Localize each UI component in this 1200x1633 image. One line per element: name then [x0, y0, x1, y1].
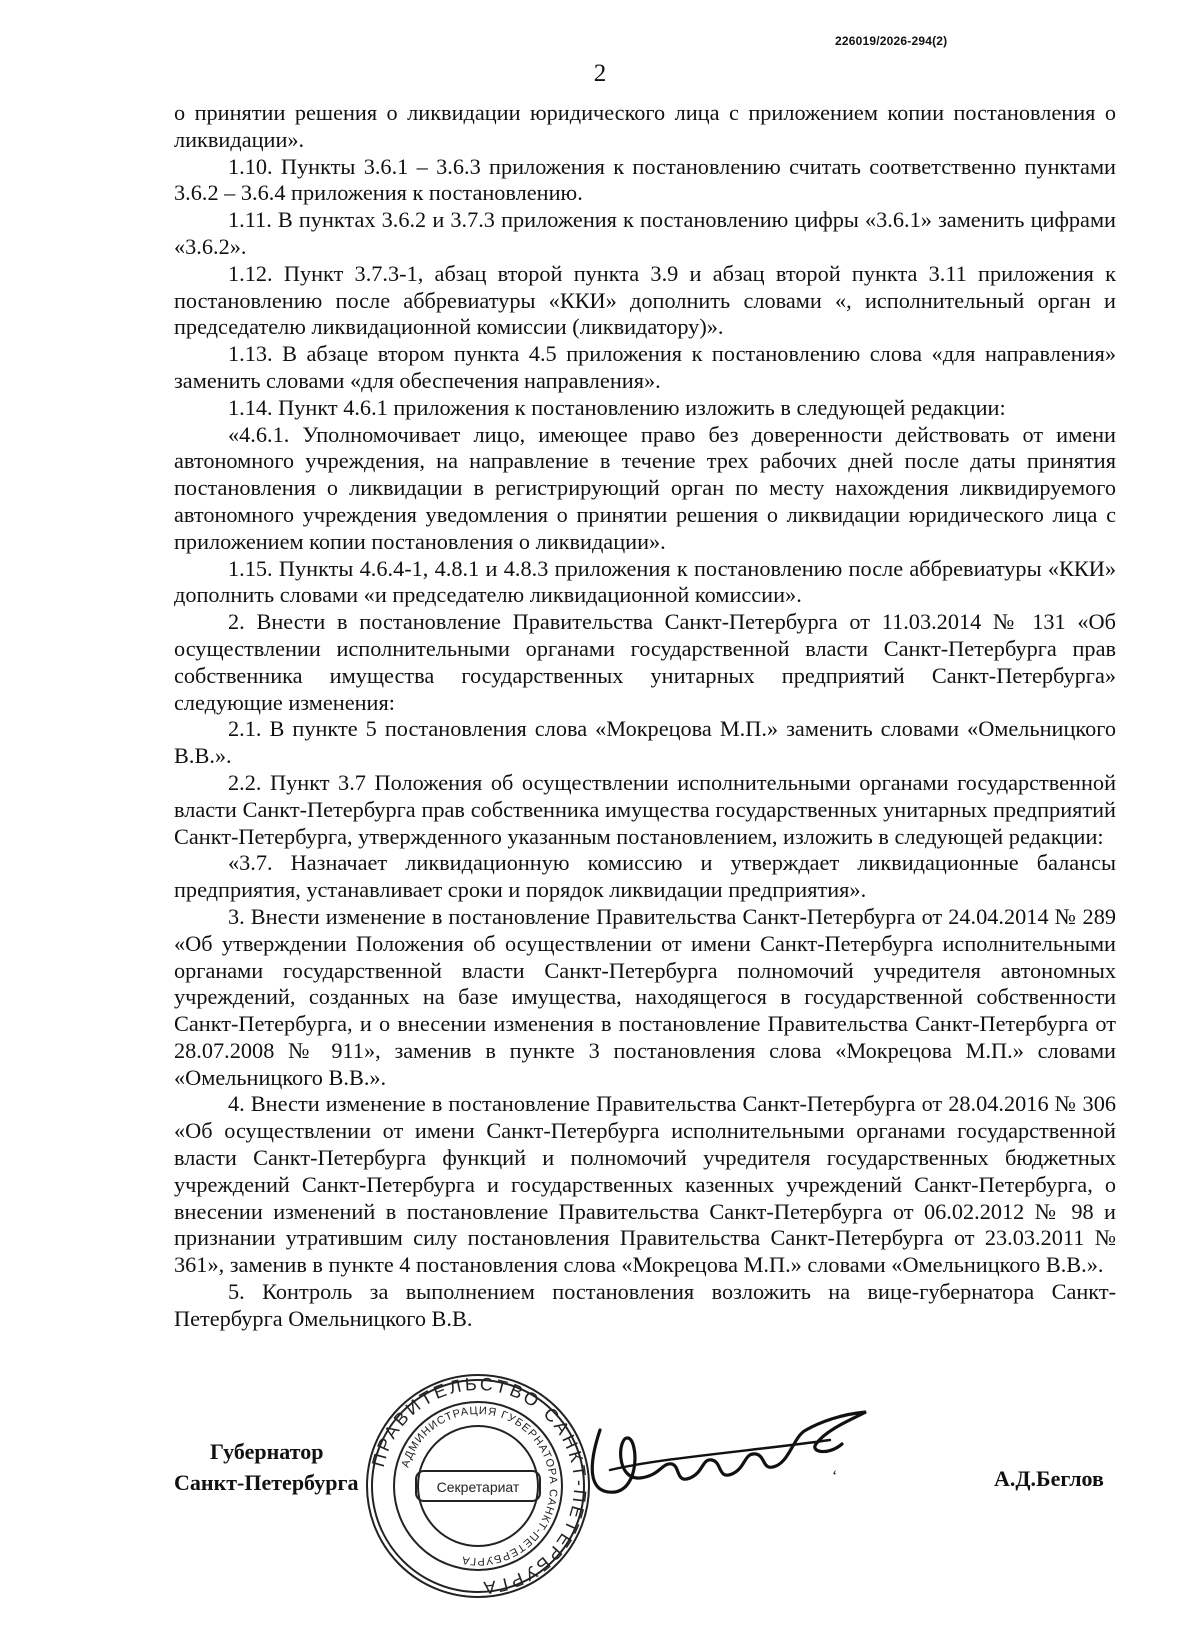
- signer-name: А.Д.Беглов: [994, 1466, 1104, 1491]
- document-body: [174, 100, 1116, 1333]
- paragraph-1-14: 1.14. Пункт 4.6.1 приложения к постановлению изложить в следующей редакции:: [228, 394, 1006, 420]
- paragraph-2-1: 2.1. В пункте 5 постановления слова «Мокрецова М.П.» заменить словами «Омельницкого В.В.».: [174, 716, 1116, 769]
- handwritten-signature: [580, 1400, 880, 1510]
- position-title: Губернатор: [210, 1439, 324, 1464]
- document-number: 226019/2026-294(2): [835, 34, 948, 48]
- seal-outer-text: ПРАВИТЕЛЬСТВО САНКТ-ПЕТЕРБУРГА: [367, 1373, 591, 1599]
- paragraph-1-12: 1.12. Пункт 3.7.3-1, абзац второй пункта 3.9 и абзац второй пункта 3.11 приложения к постановлению после аббревиатуры «ККИ» дополнить словами «, исполнительный орган и председателю ликвидационной комиссии (ликвидатору)».: [174, 260, 1116, 340]
- paragraph-1-11: 1.11. В пунктах 3.6.2 и 3.7.3 приложения к постановлению цифры «3.6.1» заменить цифрами «3.6.2».: [174, 207, 1116, 259]
- paragraph-4-6-1-quote: «4.6.1. Уполномочивает лицо, имеющее право без доверенности действовать от имени автономного учреждения, на направление в течение трех рабочих дней после даты принятия постановления о ликвидации в регистрирующий орган по месту нахождения ликвидируемого автономного учреждения уведомления о принятии решения о ликвидации юридического лица с приложением копии постановления о ликвидации».: [174, 421, 1116, 554]
- signatory-position: [174, 1436, 358, 1498]
- seal-center-text: Секретариат: [436, 1479, 520, 1495]
- paragraph-3: 3. Внести изменение в постановление Правительства Санкт-Петербурга от 24.04.2014 № 289 «Об утверждении Положения об осуществлении от имени Санкт-Петербурга исполнительными органами государственной власти Санкт-Петербурга полномочий учредителя автономных учреждений, созданных на базе имущества, находящегося в государственной собственности Санкт-Петербурга, и о внесении изменения в постановление Правительства Санкт-Петербурга от 28.07.2008 № 911», заменив в пункте 3 постановления слова «Мокрецова М.П.» словами «Омельницкого В.В.».: [174, 903, 1116, 1090]
- paragraph-3-7-quote: «3.7. Назначает ликвидационную комиссию и утверждает ликвидационные балансы предприятия, устанавливает сроки и порядок ликвидации предприятия».: [174, 850, 1116, 903]
- seal-inner-text: АДМИНИСТРАЦИЯ ГУБЕРНАТОРА САНКТ-ПЕТЕРБУРГА: [399, 1404, 560, 1568]
- paragraph-4: 4. Внести изменение в постановление Правительства Санкт-Петербурга от 28.04.2016 № 306 «Об осуществлении от имени Санкт-Петербурга исполнительными органами государственной власти Санкт-Петербурга функций и полномочий учредителя государственных бюджетных учреждений Санкт-Петербурга и государственных казенных учреждений Санкт-Петербурга, о внесении изменений в постановление Правительства Санкт-Петербурга от 06.02.2012 № 98 и признании утратившим силу постановления Правительства Санкт-Петербурга от 23.03.2011 № 361», заменив в пункте 4 постановления слова «Мокрецова М.П.» словами «Омельницкого В.В.».: [174, 1091, 1116, 1278]
- paragraph-continuation: о принятии решения о ликвидации юридического лица с приложением копии постановления о ликвидации».: [174, 100, 1116, 152]
- position-city: Санкт-Петербурга: [174, 1470, 359, 1495]
- paragraph-1-13: 1.13. В абзаце втором пункта 4.5 приложения к постановлению слова «для направления» заменить словами «для обеспечения направления».: [174, 341, 1116, 393]
- page-number: 2: [593, 60, 607, 87]
- paragraph-5: 5. Контроль за выполнением постановления возложить на вице-губернатора Санкт-Петербурга Омельницкого В.В.: [174, 1279, 1116, 1331]
- official-seal: [364, 1372, 592, 1600]
- paragraph-1-15: 1.15. Пункты 4.6.4-1, 4.8.1 и 4.8.3 приложения к постановлению после аббревиатуры «ККИ» дополнить словами «и председателю ликвидационной комиссии».: [174, 555, 1116, 608]
- paragraph-2: 2. Внести в постановление Правительства Санкт-Петербурга от 11.03.2014 № 131 «Об осуществлении исполнительными органами государственной власти Санкт-Петербурга прав собственника имущества государственных унитарных предприятий Санкт-Петербурга» следующие изменения:: [174, 609, 1116, 715]
- signature-mark: ‘: [832, 1468, 838, 1485]
- paragraph-1-10: 1.10. Пункты 3.6.1 – 3.6.3 приложения к постановлению считать соответственно пунктами 3.6.2 – 3.6.4 приложения к постановлению.: [174, 153, 1116, 206]
- paragraph-2-2: 2.2. Пункт 3.7 Положения об осуществлении исполнительными органами государственной власти Санкт-Петербурга прав собственника имущества государственных унитарных предприятий Санкт-Петербурга, утвержденного указанным постановлением, изложить в следующей редакции:: [174, 769, 1116, 849]
